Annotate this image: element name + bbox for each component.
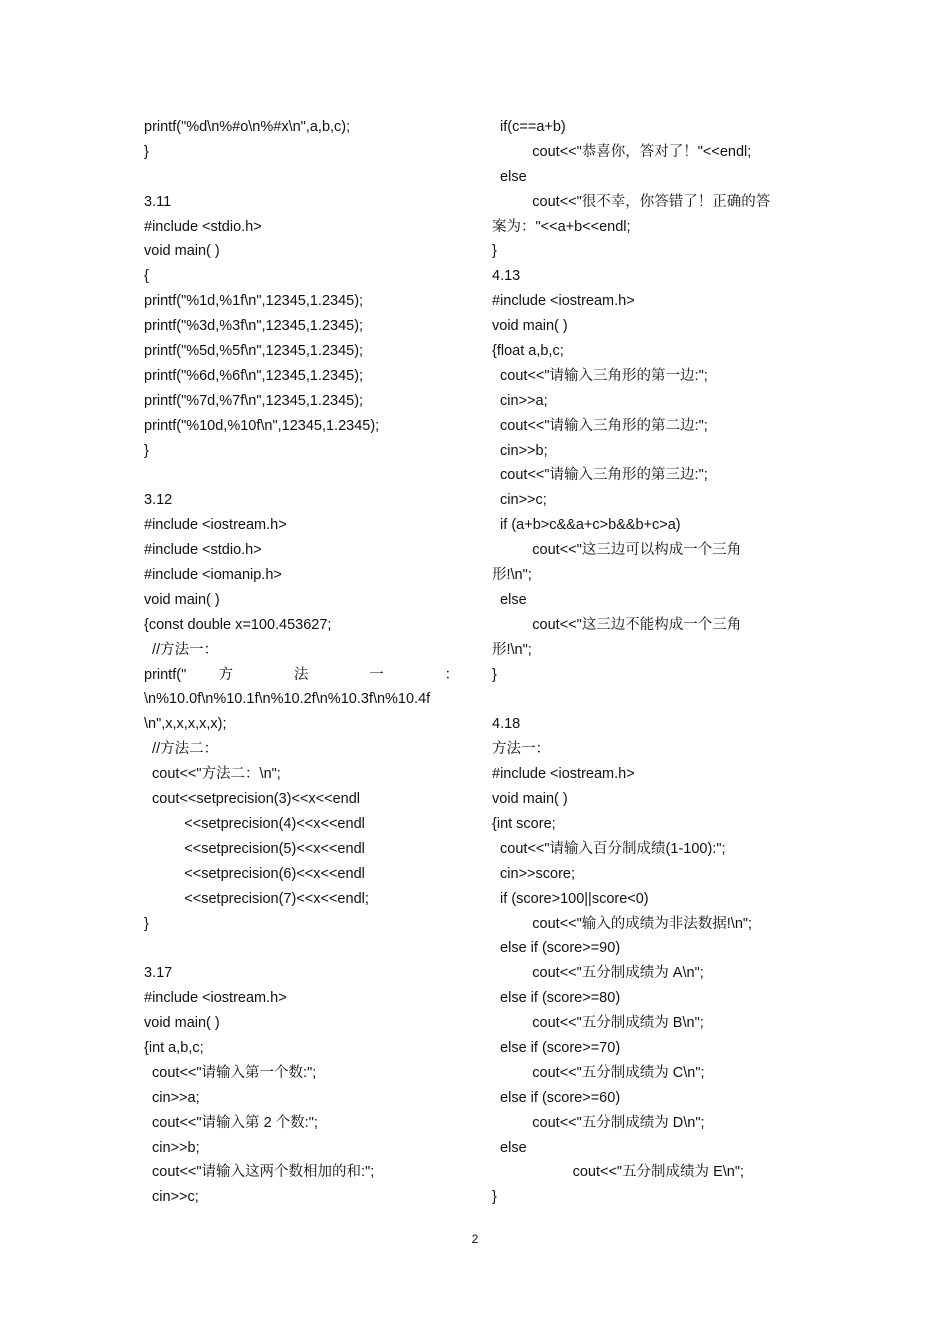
code-line: \n%10.0f\n%10.1f\n%10.2f\n%10.3f\n%10.4f <box>144 691 431 708</box>
code-line: #include <iostream.h> <box>492 766 635 783</box>
code-line: cin>>a; <box>144 1089 200 1106</box>
code-line: else <box>492 1139 527 1156</box>
code-line: } <box>492 243 497 260</box>
code-line <box>492 687 808 712</box>
code-line <box>144 165 459 190</box>
code-line: #include <iostream.h> <box>144 990 287 1007</box>
code-line: cout<<"请输入这两个数相加的和:"; <box>144 1164 375 1181</box>
code-line: cin>>c; <box>492 492 547 509</box>
code-line: #include <iomanip.h> <box>144 567 282 584</box>
code-line: //方法二： <box>144 741 219 758</box>
code-line: } <box>144 143 149 160</box>
code-line: #include <stdio.h> <box>144 542 262 559</box>
code-line: printf("%6d,%6f\n",12345,1.2345); <box>144 367 364 384</box>
code-line: cout<<"请输入三角形的第三边:"; <box>492 467 708 484</box>
code-line: void main( ) <box>144 243 220 260</box>
page-number: 2 <box>471 1232 479 1246</box>
code-line: } <box>492 1189 497 1206</box>
code-line: cout<<"请输入第一个数:"; <box>144 1064 317 1081</box>
code-line: if(c==a+b) <box>492 119 566 135</box>
code-line: printf("%7d,%7f\n",12345,1.2345); <box>144 392 364 409</box>
code-line: <<setprecision(4)<<x<<endl <box>144 815 365 832</box>
code-line: cout<<"五分制成绩为 B\n"; <box>492 1015 704 1032</box>
code-line: {float a,b,c; <box>492 343 564 360</box>
code-line: {const double x=100.453627; <box>144 616 332 633</box>
code-line: else if (score>=90) <box>492 940 621 957</box>
code-line: 4.18 <box>492 716 521 733</box>
code-line: void main( ) <box>144 1015 220 1032</box>
code-line: printf(" 方 法 一 ： <box>144 666 459 683</box>
code-line: #include <stdio.h> <box>144 218 262 235</box>
code-line: { <box>144 268 149 285</box>
code-line: cout<<"请输入三角形的第一边:"; <box>492 367 708 384</box>
code-line: cin>>score; <box>492 865 576 882</box>
code-line: 案为："<<a+b<<endl; <box>492 218 631 235</box>
code-line: if (score>100||score<0) <box>492 890 649 907</box>
code-line: printf("%3d,%3f\n",12345,1.2345); <box>144 318 364 335</box>
code-line: <<setprecision(7)<<x<<endl; <box>144 890 369 907</box>
code-line: void main( ) <box>492 318 568 335</box>
code-line: cout<<"请输入第 2 个数:"; <box>144 1114 318 1131</box>
code-line <box>144 936 459 961</box>
code-line: cout<<"输入的成绩为非法数据!\n"; <box>492 915 753 932</box>
code-line: //方法一： <box>144 641 219 658</box>
code-line: } <box>144 915 149 932</box>
code-line: if (a+b>c&&a+c>b&&b+c>a) <box>492 517 681 534</box>
code-line: else if (score>=70) <box>492 1039 621 1056</box>
code-line: <<setprecision(6)<<x<<endl <box>144 865 365 882</box>
code-line: 3.12 <box>144 492 173 509</box>
code-line: \n",x,x,x,x,x); <box>144 716 227 733</box>
code-line: cout<<"请输入三角形的第二边:"; <box>492 417 708 434</box>
code-line: #include <iostream.h> <box>144 517 287 534</box>
code-line: cout<<"五分制成绩为 D\n"; <box>492 1114 705 1131</box>
code-line <box>144 463 459 488</box>
code-line: else <box>492 168 527 185</box>
code-line: cout<<"这三边不能构成一个三角 <box>492 616 742 633</box>
code-line: printf("%d\n%#o\n%#x\n",a,b,c); <box>144 119 351 135</box>
code-line: cout<<"五分制成绩为 C\n"; <box>492 1064 705 1081</box>
code-line: printf("%5d,%5f\n",12345,1.2345); <box>144 343 364 360</box>
code-line: #include <iostream.h> <box>492 293 635 310</box>
code-line: 形!\n"; <box>492 641 532 658</box>
code-line: cin>>a; <box>492 392 548 409</box>
code-line: printf("%10d,%10f\n",12345,1.2345); <box>144 417 380 434</box>
code-line: {int a,b,c; <box>144 1039 204 1056</box>
code-line: cin>>b; <box>492 442 548 459</box>
code-line: 3.17 <box>144 965 173 982</box>
code-line: cout<<"请输入百分制成绩(1-100):"; <box>492 840 726 857</box>
left-code-column <box>144 115 459 1210</box>
code-line: cout<<"五分制成绩为 A\n"; <box>492 965 704 982</box>
code-line: cout<<"这三边可以构成一个三角 <box>492 542 742 559</box>
code-line: cin>>c; <box>144 1189 199 1206</box>
right-code-column <box>492 115 808 1210</box>
code-line: cin>>b; <box>144 1139 200 1156</box>
code-line: <<setprecision(5)<<x<<endl <box>144 840 365 857</box>
code-line: cout<<"方法二：\n"; <box>144 766 281 783</box>
code-line: 方法一： <box>492 741 550 758</box>
code-line: } <box>492 666 497 683</box>
code-line: void main( ) <box>492 791 568 808</box>
code-line: 4.13 <box>492 268 521 285</box>
code-line: void main( ) <box>144 591 220 608</box>
code-line: 形!\n"; <box>492 567 532 584</box>
code-line: {int score; <box>492 815 556 832</box>
code-line: cout<<"五分制成绩为 E\n"; <box>492 1164 745 1181</box>
code-line: 3.11 <box>144 193 172 210</box>
code-line: } <box>144 442 149 459</box>
code-line: else <box>492 591 527 608</box>
code-line: else if (score>=80) <box>492 990 621 1007</box>
code-line: else if (score>=60) <box>492 1089 621 1106</box>
code-line: cout<<"恭喜你，答对了！"<<endl; <box>492 143 752 160</box>
code-line: cout<<"很不幸，你答错了！正确的答 <box>492 193 771 210</box>
code-line: cout<<setprecision(3)<<x<<endl <box>144 791 361 808</box>
code-line: printf("%1d,%1f\n",12345,1.2345); <box>144 293 364 310</box>
